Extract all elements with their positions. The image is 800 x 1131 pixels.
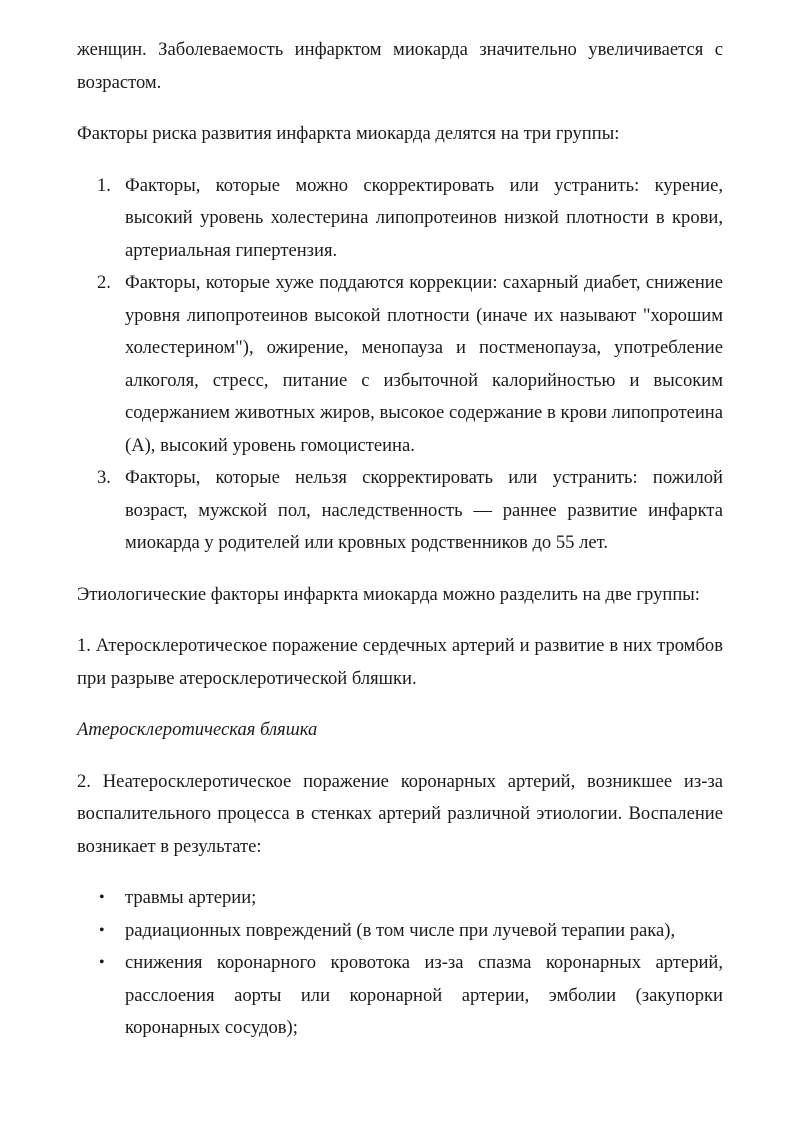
list-item-text: травмы артерии; bbox=[125, 887, 257, 908]
etiology-item-2: 2. Неатеросклеротическое поражение коронарных артерий, возникшее из-за воспалительного процесса в стенках артерий различной этиологии. Воспаление возникает в результате: bbox=[77, 770, 723, 857]
list-item bbox=[77, 915, 723, 948]
list-marker: 3. bbox=[97, 467, 111, 488]
list-item-text: Факторы, которые нельзя скорректировать или устранить: пожилой возраст, мужской пол, наследственность — раннее развитие инфаркта миокарда у родителей или кровных родственников до 55 лет. bbox=[125, 467, 723, 553]
bullet-icon: • bbox=[99, 921, 105, 939]
bullet-icon: • bbox=[99, 954, 105, 971]
list-item-text: Факторы, которые хуже поддаются коррекции: сахарный диабет, снижение уровня липопротеинов высокой плотности (иначе их называют "хорошим холестерином"), ожирение, менопауза и постменопауза, употребление алкоголя, стресс, питание с избыточной калорийностью и высоким содержанием животных жиров, высокое содержание в крови липопротеина (А), высокий уровень гомоцистеина. bbox=[125, 272, 723, 456]
etiology-item-1: 1. Атеросклеротическое поражение сердечных артерий и развитие в них тромбов при разрыве атеросклеротической бляшки. bbox=[77, 635, 723, 689]
risk-groups-paragraph: Факторы риска развития инфаркта миокарда делятся на три группы: bbox=[77, 123, 620, 144]
list-item bbox=[77, 947, 723, 1045]
list-item bbox=[77, 882, 723, 915]
intro-paragraph: женщин. Заболеваемость инфарктом миокарда значительно увеличивается с возрастом. bbox=[77, 39, 723, 93]
document-page bbox=[77, 34, 723, 1045]
list-marker: 1. bbox=[97, 174, 111, 196]
etiology-paragraph: Этиологические факторы инфаркта миокарда можно разделить на две группы: bbox=[77, 583, 700, 605]
risk-factors-list bbox=[77, 170, 723, 560]
list-item-text: Факторы, которые можно скорректировать или устранить: курение, высокий уровень холестерина липопротеинов низкой плотности в крови, артериальная гипертензия. bbox=[125, 174, 723, 261]
list-item bbox=[77, 267, 723, 462]
list-item bbox=[77, 170, 723, 268]
list-item-text: снижения коронарного кровотока из-за спазма коронарных артерий, расслоения аорты или коронарной артерии, эмболии (закупорки коронарных сосудов); bbox=[125, 952, 723, 1038]
image-caption: Атеросклеротическая бляшка bbox=[77, 719, 318, 740]
bullet-icon: • bbox=[99, 889, 105, 906]
list-item-text: радиационных повреждений (в том числе при лучевой терапии рака), bbox=[125, 919, 676, 941]
causes-list bbox=[77, 882, 723, 1045]
list-marker: 2. bbox=[97, 272, 111, 293]
list-item bbox=[77, 462, 723, 560]
